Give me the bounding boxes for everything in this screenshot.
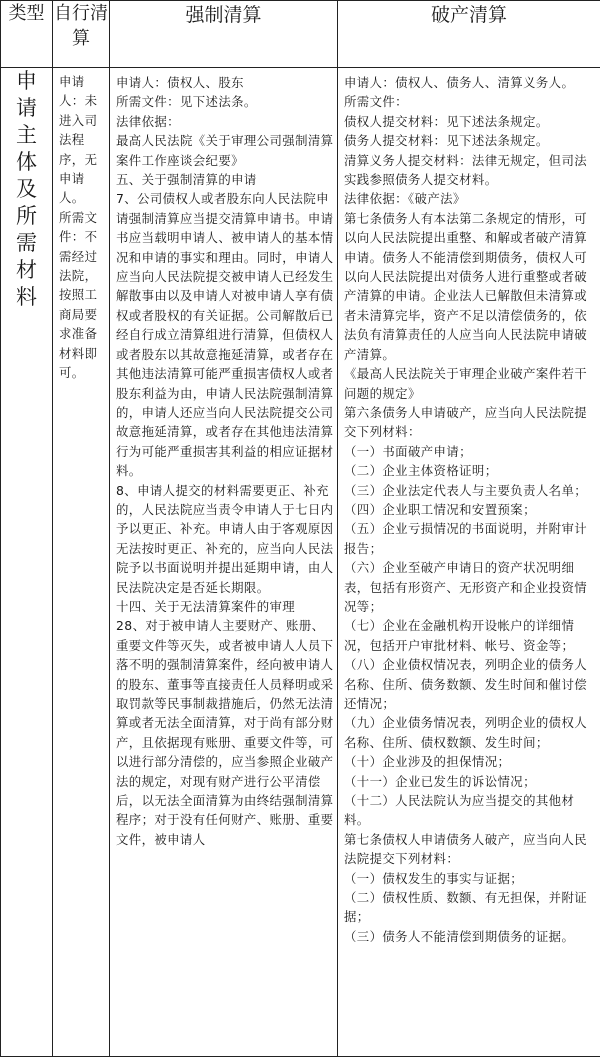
header-forced-liquidation: 强制清算 [110,1,338,68]
bankruptcy-liquidation-text: 申请人：债权人、债务人、清算义务人。 所需文件： 债权人提交材料：见下述法条规定。 债务人提交材料：见下述法条规定。 清算义务人提交材料：法律无规定，但司法实践参照债务人提交材料。 法律依据：《破产法》 第七条债务人有本法第二条规定的情形，可以向人民法院提出重整、和解或者破产清算申请。债务人不能清偿到期债务，债权人可以向人民法院提出对债务人进行重整或者破产清算的申请。企业法人已解散但未清算或者未清算完毕，资产不足以清偿债务的，依法负有清算责任的人应当向人民法院申请破产清算。 《最高人民法院关于审理企业破产案件若干问题的规定》 第六条债务人申请破产，应当向人民法院提交下列材料： （一）书面破产申请； （二）企业主体资格证明； （三）企业法定代表人与主要负责人名单； （四）企业职工情况和安置预案； （五）企业亏损情况的书面说明，并附审计报告； （六）企业至破产申请日的资产状况明细表，包括有形资产、无形资产和企业投资情况等； （七）企业在金融机构开设帐户的详细情况，包括开户审批材料、帐号、资金等； （八）企业债权情况表，列明企业的债务人名称、住所、债务数额、发生时间和催讨偿还情况； （九）企业债务情况表，列明企业的债权人名称、住所、债权数额、发生时间； （十）企业涉及的担保情况； （十一）企业已发生的诉讼情况； （十二）人民法院认为应当提交的其他材料。 第七条债权人申请债务人破产，应当向人民法院提交下列材料： （一）债权发生的事实与证据； （二）债权性质、数额、有无担保，并附证据； （三）债务人不能清偿到期债务的证据。 [344,75,588,944]
applicant-materials-row [1,68,600,1057]
self-liquidation-text: 申请人：未进入司法程序，无申请人。 所需文件：不需经过法院，按照工商局要求准备材料即可。 [59,74,98,381]
bankruptcy-liquidation-cell [338,68,600,1057]
row-type-label: 申请主体及所需材料 [16,69,37,309]
forced-liquidation-text: 申请人：债权人、股东 所需文件：见下述法条。 法律依据： 最高人民法院《关于审理公司强制清算案件工作座谈会纪要》 五、关于强制清算的申请 7、公司债权人或者股东向人民法院申请强制清算应当提交清算申请书。申请书应当载明申请人、被申请人的基本情况和申请的事实和理由。同时，申请人应当向人民法院提交被申请人已经发生解散事由以及申请人对被申请人享有债权或者股权的有关证据。公司解散后已经自行成立清算组进行清算，但债权人或者股东以其故意拖延清算，或者存在其他违法清算可能严重损害债权人或者股东利益为由，申请人民法院强制清算的，申请人还应当向人民法院提交公司故意拖延清算，或者存在其他违法清算行为可能严重损害其利益的相应证据材料。 8、申请人提交的材料需要更正、补充的，人民法院应当责令申请人于七日内予以更正、补充。申请人由于客观原因无法按时更正、补充的，应当向人民法院予以书面说明并提出延期申请，由人民法院决定是否延长期限。 十四、关于无法清算案件的审理 28、对于被申请人主要财产、账册、重要文件等灭失，或者被申请人人员下落不明的强制清算案件，经向被申请人的股东、董事等直接责任人员释明或采取罚款等民事制裁措施后，仍然无法清算或者无法全面清算，对于尚有部分财产，且依据现有账册、重要文件等，可以进行部分清偿的，应当参照企业破产法的规定，对现有财产进行公平清偿后，以无法全面清算为由终结强制清算程序；对于没有任何财产、账册、重要文件，被申请人 [116,75,334,847]
header-bankruptcy-liquidation: 破产清算 [338,1,600,68]
header-self-label: 自行清算 [54,3,108,49]
row-type-cell [1,68,53,1057]
self-liquidation-cell [53,68,110,1057]
header-row [1,1,600,68]
header-type [1,1,53,68]
forced-liquidation-cell [110,68,338,1057]
header-self-liquidation [53,1,110,68]
header-type-label: 类型 [8,3,45,24]
